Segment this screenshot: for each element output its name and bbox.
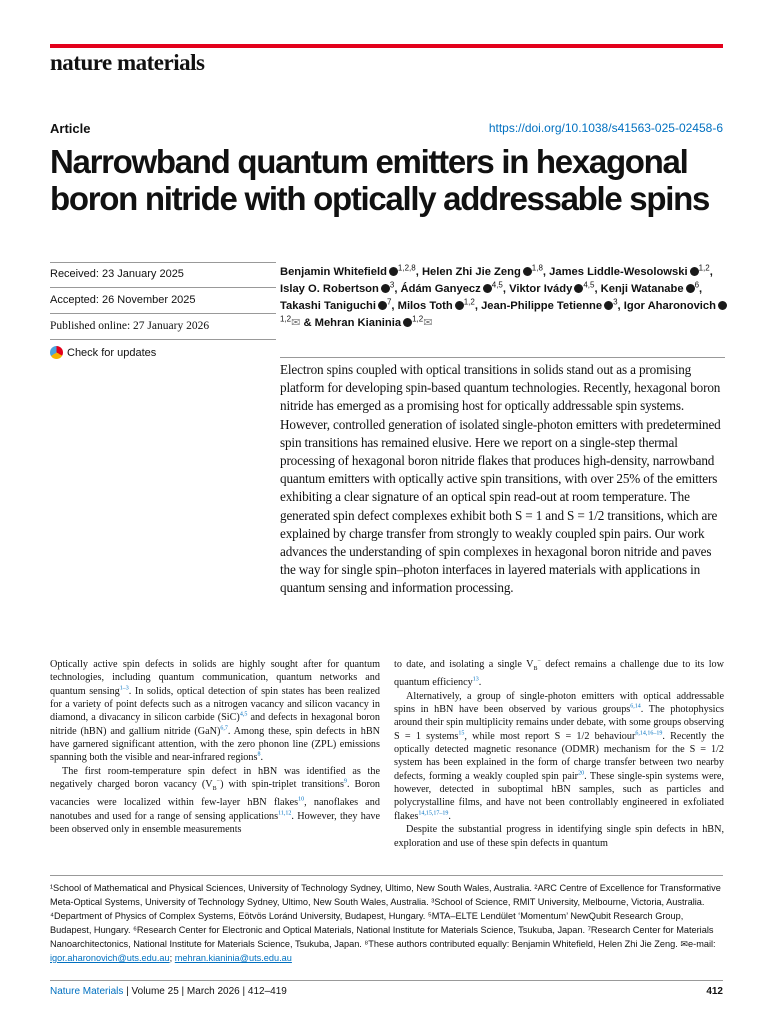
- orcid-icon[interactable]: [381, 284, 390, 293]
- affiliation-marker: 7: [386, 297, 392, 307]
- author-separator: ,: [502, 283, 510, 295]
- envelope-icon: ✉: [680, 939, 689, 949]
- orcid-icon[interactable]: [523, 267, 532, 276]
- meta-divider: [50, 339, 276, 340]
- footer-journal-link[interactable]: Nature Materials: [50, 986, 124, 997]
- author-separator: ,: [699, 283, 703, 295]
- orcid-icon[interactable]: [574, 284, 583, 293]
- citation-link[interactable]: 8: [257, 752, 261, 759]
- meta-divider: [50, 313, 276, 314]
- citation-link[interactable]: 13: [472, 676, 479, 683]
- affiliation-marker: 1,2: [280, 314, 292, 324]
- journal-name: nature materials: [50, 50, 205, 75]
- affiliation-marker: 1,8: [531, 263, 543, 273]
- meta-divider: [50, 287, 276, 288]
- author-name[interactable]: Viktor Ivády: [509, 283, 573, 295]
- orcid-icon[interactable]: [686, 284, 695, 293]
- footnote-divider: [50, 875, 723, 876]
- meta-divider: [50, 262, 276, 263]
- envelope-icon[interactable]: ✉: [291, 317, 301, 329]
- orcid-icon[interactable]: [403, 318, 412, 327]
- citation-link[interactable]: 15: [458, 730, 465, 737]
- citation-link[interactable]: 6,7: [220, 725, 228, 732]
- affiliation-marker: 3: [613, 297, 618, 307]
- citation-link[interactable]: 4,5: [239, 711, 248, 718]
- author-name[interactable]: Ádám Ganyecz: [400, 283, 481, 295]
- accepted-date: Accepted: 26 November 2025: [50, 294, 196, 306]
- author-separator: ,: [709, 266, 713, 278]
- orcid-icon[interactable]: [718, 301, 727, 310]
- author-name[interactable]: Helen Zhi Jie Zeng: [421, 266, 521, 278]
- affiliation-marker: 1,2: [698, 263, 710, 273]
- affiliation-marker: 1,2: [463, 297, 475, 307]
- affiliation-marker: 6: [694, 280, 700, 290]
- citation-link[interactable]: 1–3: [119, 685, 129, 692]
- author-separator: &: [300, 317, 315, 329]
- author-separator: ,: [617, 300, 624, 312]
- affiliation-marker: 4,5: [583, 280, 595, 290]
- citation-link[interactable]: 10: [298, 797, 305, 804]
- citation-link[interactable]: 6,14: [630, 703, 641, 710]
- affiliations-footnote: ¹School of Mathematical and Physical Sciences, University of Technology Sydney, Ultimo, New South Wales, Australia. ²ARC Centre of Excellence for Transformative Meta-Optical Systems, University of Technology Sydney, Ultimo, New South Wales, Australia. ³School of Science, RMIT University, Melbourne, Victoria, Australia. ⁴Department of Physics of Complex Systems, Eötvös Loránd University, Budapest, Hungary. ⁵MTA–ELTE Lendület ‘Momentum’ NewQubit Research Group, Budapest, Hungary. ⁶Research Center for Electronic and Optical Materials, National Institute for Materials Science, Tsukuba, Japan. ⁷Research Center for Materials Nanoarchitectonics, National Institute for Materials Science, Tsukuba, Japan. ⁸These authors contributed equally: Benjamin Whitefield, Helen Zhi Jie Zeng. ✉e-mail: igor.aharonovich@uts.edu.au; mehran.kianinia@uts.edu.au: [50, 883, 721, 963]
- author-separator: ,: [474, 300, 482, 312]
- author-name[interactable]: Igor Aharonovich: [623, 300, 716, 312]
- published-date: Published online: 27 January 2026: [50, 320, 210, 332]
- author-separator: ,: [542, 266, 550, 278]
- author-name[interactable]: Milos Toth: [397, 300, 453, 312]
- footer-citation: Nature Materials | Volume 25 | March 2026 | 412–419: [50, 986, 287, 997]
- abstract-divider: [280, 357, 725, 358]
- body-paragraph: to date, and isolating a single $V_B^-$ defect remains a challenge due to its low quantum efficiency$^{13}$.: [394, 658, 724, 689]
- author-name[interactable]: Jean-Philippe Tetienne: [481, 300, 603, 312]
- citation-link[interactable]: 11,12: [278, 810, 292, 817]
- abstract: Electron spins coupled with optical transitions in solids stand out as a promising platform for developing spin-based quantum technologies. Recently, hexagonal boron nitride has emerged as a promising host for optically addressable spin systems. However, controlled generation of isolated single-photon emitters with predetermined spin transitions has remained elusive. Here we report on a single-step thermal processing of hexagonal boron nitride flakes that produces high-density, narrowband quantum emitters with optically active spin transitions, with over 25% of the emitters exhibiting a clear signature of an optical spin read-out at room temperature. The generated spin defect complexes exhibit both S = 1 and S = 1/2 transitions, which are explained by charge transfer from strongly to weakly coupled spin pairs. Our work advances the understanding of spin complexes in hexagonal boron nitride and paves the way for single spin–photon interfaces in layered materials with applications in quantum sensing and information processing.: [280, 362, 721, 596]
- email-link-aharonovich[interactable]: igor.aharonovich@uts.edu.au: [50, 953, 170, 963]
- body-paragraph: Alternatively, a group of single-photon emitters with optical addressable spins in hBN have been observed by various groups$^{6,14}$. The photophysics around their spin multiplicity remains under debate, with some groups observing S = 1 systems$^{15}$, while most report S = 1/2 behaviour$^{6,14,16-19}$. Recently the optically detected magnetic resonance (ODMR) mechanism for the S = 1/2 system has been explained in the form of charge transfer between two nearby defects, forming a weakly coupled spin pair$^{20}$. These single-spin systems were, however, detected in suboptimal hBN samples, such as particles and polycrystalline films, and have not been controllably engineered in exfoliated flakes$^{14,15,17-19}$.: [394, 690, 724, 822]
- doi-link[interactable]: https://doi.org/10.1038/s41563-025-02458-6: [488, 121, 723, 135]
- author-name[interactable]: Benjamin Whitefield: [280, 266, 387, 278]
- citation-link[interactable]: 20: [578, 770, 585, 777]
- citation-link[interactable]: 6,14,16–19: [635, 730, 663, 737]
- author-name[interactable]: Takashi Taniguchi: [280, 300, 376, 312]
- author-name[interactable]: Islay O. Robertson: [280, 283, 379, 295]
- orcid-icon[interactable]: [690, 267, 699, 276]
- author-separator: ,: [391, 300, 398, 312]
- footer-divider: [50, 980, 723, 981]
- author-separator: ,: [594, 283, 601, 295]
- article-type-label: Article: [50, 121, 91, 136]
- citation-link[interactable]: 9: [343, 778, 347, 785]
- author-name[interactable]: James Liddle-Wesolowski: [549, 266, 688, 278]
- affiliation-marker: 3: [389, 280, 395, 290]
- author-name[interactable]: Kenji Watanabe: [600, 283, 684, 295]
- email-link-kianinia[interactable]: mehran.kianinia@uts.edu.au: [174, 953, 292, 963]
- author-separator: ,: [394, 283, 401, 295]
- page-number: 412: [706, 986, 723, 997]
- body-column-left: [50, 658, 380, 837]
- orcid-icon[interactable]: [483, 284, 492, 293]
- author-name[interactable]: Mehran Kianinia: [314, 317, 402, 329]
- author-list: [280, 264, 730, 332]
- orcid-icon[interactable]: [604, 301, 613, 310]
- orcid-icon[interactable]: [389, 267, 398, 276]
- envelope-icon[interactable]: ✉: [423, 317, 433, 329]
- header-rule: [50, 44, 723, 48]
- check-for-updates-button[interactable]: [50, 346, 156, 359]
- check-updates-icon: [50, 346, 63, 359]
- affiliation-marker: 4,5: [491, 280, 503, 290]
- affiliation-marker: 1,2,8: [397, 263, 416, 273]
- citation-link[interactable]: 14,15,17–19: [418, 810, 449, 817]
- orcid-icon[interactable]: [455, 301, 464, 310]
- body-paragraph: Optically active spin defects in solids are highly sought after for quantum technologies, including quantum communication, quantum networks and quantum sensing$^{1-3}$. In solids, optical detection of spin states has been realized for a variety of point defects such as a nitrogen vacancy and silicon vacancy in diamond, a divacancy in silicon carbide (SiC)$^{4,5}$ and defects in hexagonal boron nitride (hBN) and gallium nitride (GaN)$^{6,7}$. Among these, spin defects in hBN have garnered significant attention, with the zero phonon line (ZPL) emissions spanning both the visible and near-infrared regions$^8$.: [50, 659, 380, 764]
- check-updates-label: Check for updates: [67, 346, 157, 359]
- body-column-right: [394, 658, 724, 850]
- affiliation-marker: 1,2: [412, 314, 424, 324]
- received-date: Received: 23 January 2025: [50, 268, 184, 280]
- body-paragraph: The first room-temperature spin defect in hBN was identified as the negatively charged boron vacancy $(V_B^-)$ with spin-triplet transitions$^9$. Boron vacancies were localized within few-layer hBN flakes$^{10}$, nanoflakes and nanotubes and used for a range of sensing applications$^{11,12}$. However, they have been observed only in ensemble measurements: [50, 765, 381, 836]
- article-title: Narrowband quantum emitters in hexagonal boron nitride with optically addressable spins: [50, 143, 709, 217]
- author-separator: ,: [415, 266, 422, 278]
- orcid-icon[interactable]: [378, 301, 387, 310]
- body-paragraph: Despite the substantial progress in identifying single spin defects in hBN, exploration and use of these spin defects in quantum: [394, 824, 724, 849]
